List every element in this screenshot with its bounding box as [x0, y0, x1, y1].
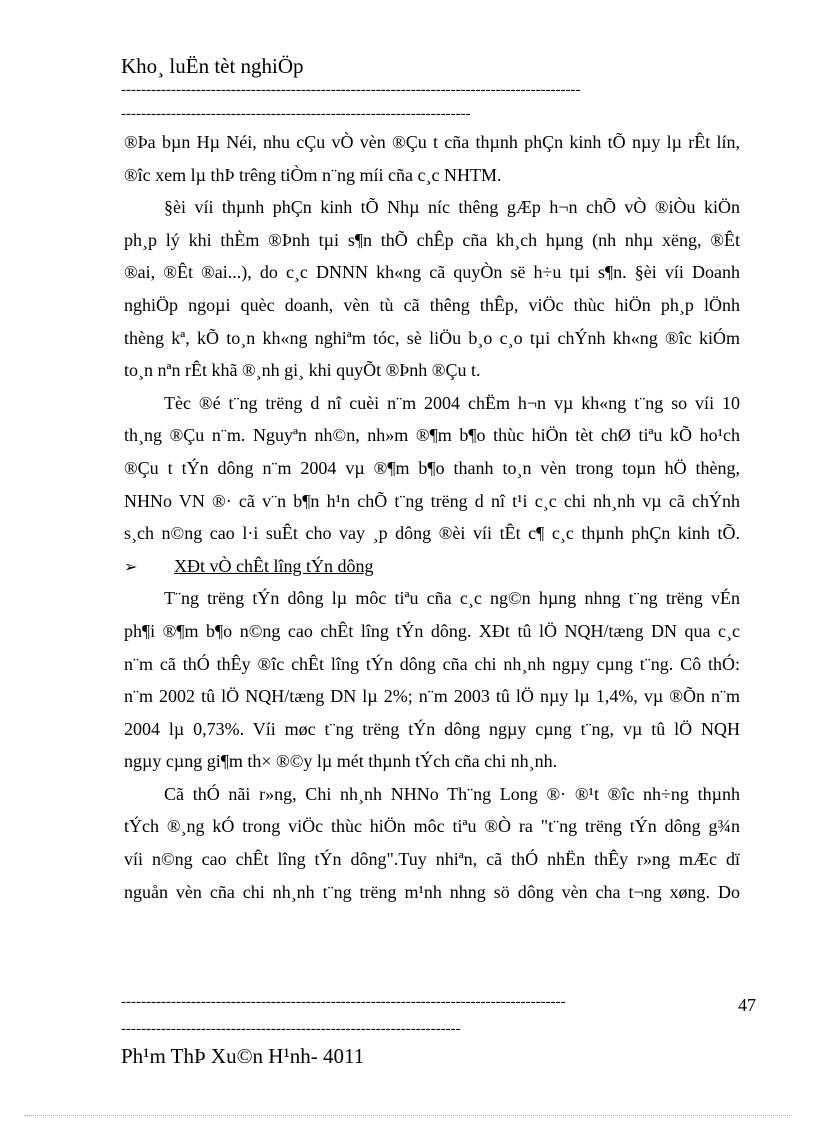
footer-author: Ph¹m ThÞ Xu©n H¹nh- 4011: [121, 1044, 365, 1068]
paragraph-line: ®Þa bµn Hµ Néi, nhu cÇu vÒ vèn ®Çu t cña thµnh phÇn kinh tÕ nµy lµ rÊt lín,: [124, 132, 740, 152]
paragraph-line: n¨m 2002 tû lÖ NQH/tæng DN lµ 2%; n¨m 2003 tû lÖ nµy lµ 1,4%, vµ ®Õn n¨m: [124, 686, 740, 707]
page-edge-divider: [24, 1115, 792, 1116]
header-divider-continued: ----------------------------------------------------------------------: [121, 106, 471, 122]
paragraph-line: ngµy cµng gi¶m th× ®©y lµ mét thµnh tÝch cña chi nh¸nh.: [124, 751, 558, 772]
paragraph-line: víi n©ng cao chÊt lîng tÝn dông".Tuy nhiªn, cã thÓ nhËn thÊy r»ng mÆc dï: [124, 849, 740, 870]
paragraph-line: tÝch ®¸ng kÓ trong viÖc thùc hiÖn môc tiªu ®Ò ra "t¨ng trëng tÝn dông g¾n: [124, 816, 740, 837]
paragraph-line: s¸ch n©ng cao l·i suÊt cho vay ¸p dông ®èi víi tÊt c¶ c¸c thµnh phÇn kinh tÕ.: [124, 523, 740, 544]
paragraph-line: to¸n nªn rÊt khã ®¸nh gi¸ khi quyÕt ®Þnh ®Çu t.: [124, 360, 481, 381]
section-heading: [124, 550, 740, 583]
footer-divider: -----------------------------------------------------------------------------------------: [121, 994, 566, 1010]
footer-divider-continued: --------------------------------------------------------------------: [121, 1021, 461, 1037]
header-divider: --------------------------------------------------------------------------------------------: [121, 82, 581, 98]
paragraph-line: T¨ng trëng tÝn dông lµ môc tiªu cña c¸c ng©n hµng nhng t¨ng trëng vÉn: [164, 588, 740, 609]
paragraph-line: n¨m cã thÓ thÊy ®îc chÊt lîng tÝn dông cña chi nh¸nh ngµy cµng t¨ng. Cô thÓ:: [124, 653, 740, 674]
paragraph-line: NHNo VN ®· cã v¨n b¶n h¹n chÕ t¨ng trëng d nî t¹i c¸c chi nh¸nh vµ cã chÝnh: [124, 490, 740, 511]
paragraph-line: th¸ng ®Çu n¨m. Nguyªn nh©n, nh»m ®¶m b¶o thùc hiÖn tèt chØ tiªu kÕ ho¹ch: [124, 425, 740, 446]
paragraph-line: ph¸p lý khi thÈm ®Þnh tµi s¶n thÕ chÊp cña kh¸ch hµng (nh nhµ xëng, ®Êt: [124, 229, 740, 250]
paragraph-line: nguån vèn cña chi nh¸nh t¨ng trëng m¹nh nhng sö dông vèn cha t¬ng xøng. Do: [124, 881, 740, 902]
paragraph-line: Cã thÓ nãi r»ng, Chi nh¸nh NHNo Th¨ng Long ®· ®¹t ®îc nh÷ng thµnh: [164, 783, 740, 804]
paragraph-line: ®îc xem lµ thÞ trêng tiÒm n¨ng míi cña c¸c NHTM.: [124, 164, 502, 185]
arrow-bullet-icon: ➢: [124, 556, 138, 576]
header-title: Kho¸ luËn tèt nghiÖp: [121, 54, 304, 78]
paragraph-line: ®ai, ®Êt ®ai...), do c¸c DNNN kh«ng cã quyÒn së h÷u tµi s¶n. §èi víi Doanh: [124, 262, 740, 283]
paragraph-line: ®Çu t tÝn dông n¨m 2004 vµ ®¶m b¶o thanh to¸n vèn trong toµn hÖ thèng,: [124, 457, 740, 478]
paragraph-line: ph¶i ®¶m b¶o n©ng cao chÊt lîng tÝn dông. XÐt tû lÖ NQH/tæng DN qua c¸c: [124, 620, 740, 641]
paragraph-line: 2004 lµ 0,73%. Víi møc t¨ng trëng tÝn dông ngµy cµng t¨ng, vµ tû lÖ NQH: [124, 718, 740, 739]
paragraph-line: Tèc ®é t¨ng trëng d nî cuèi n¨m 2004 chËm h¬n vµ kh«ng t¨ng so víi 10: [164, 392, 740, 413]
section-heading-text: XÐt vÒ chÊt lîng tÝn dông: [174, 555, 374, 576]
page-number: 47: [738, 995, 756, 1015]
paragraph-line: thèng kª, kÕ to¸n kh«ng nghiªm tóc, sè liÖu b¸o c¸o tµi chÝnh kh«ng ®îc kiÓm: [124, 327, 740, 348]
paragraph-line: nghiÖp ngoµi quèc doanh, vèn tù cã thêng thÊp, viÖc thùc hiÖn ph¸p lÖnh: [124, 294, 740, 315]
document-body: [124, 126, 740, 908]
paragraph-line: §èi víi thµnh phÇn kinh tÕ Nhµ níc thêng gÆp h¬n chÕ vÒ ®iÒu kiÖn: [164, 197, 740, 218]
